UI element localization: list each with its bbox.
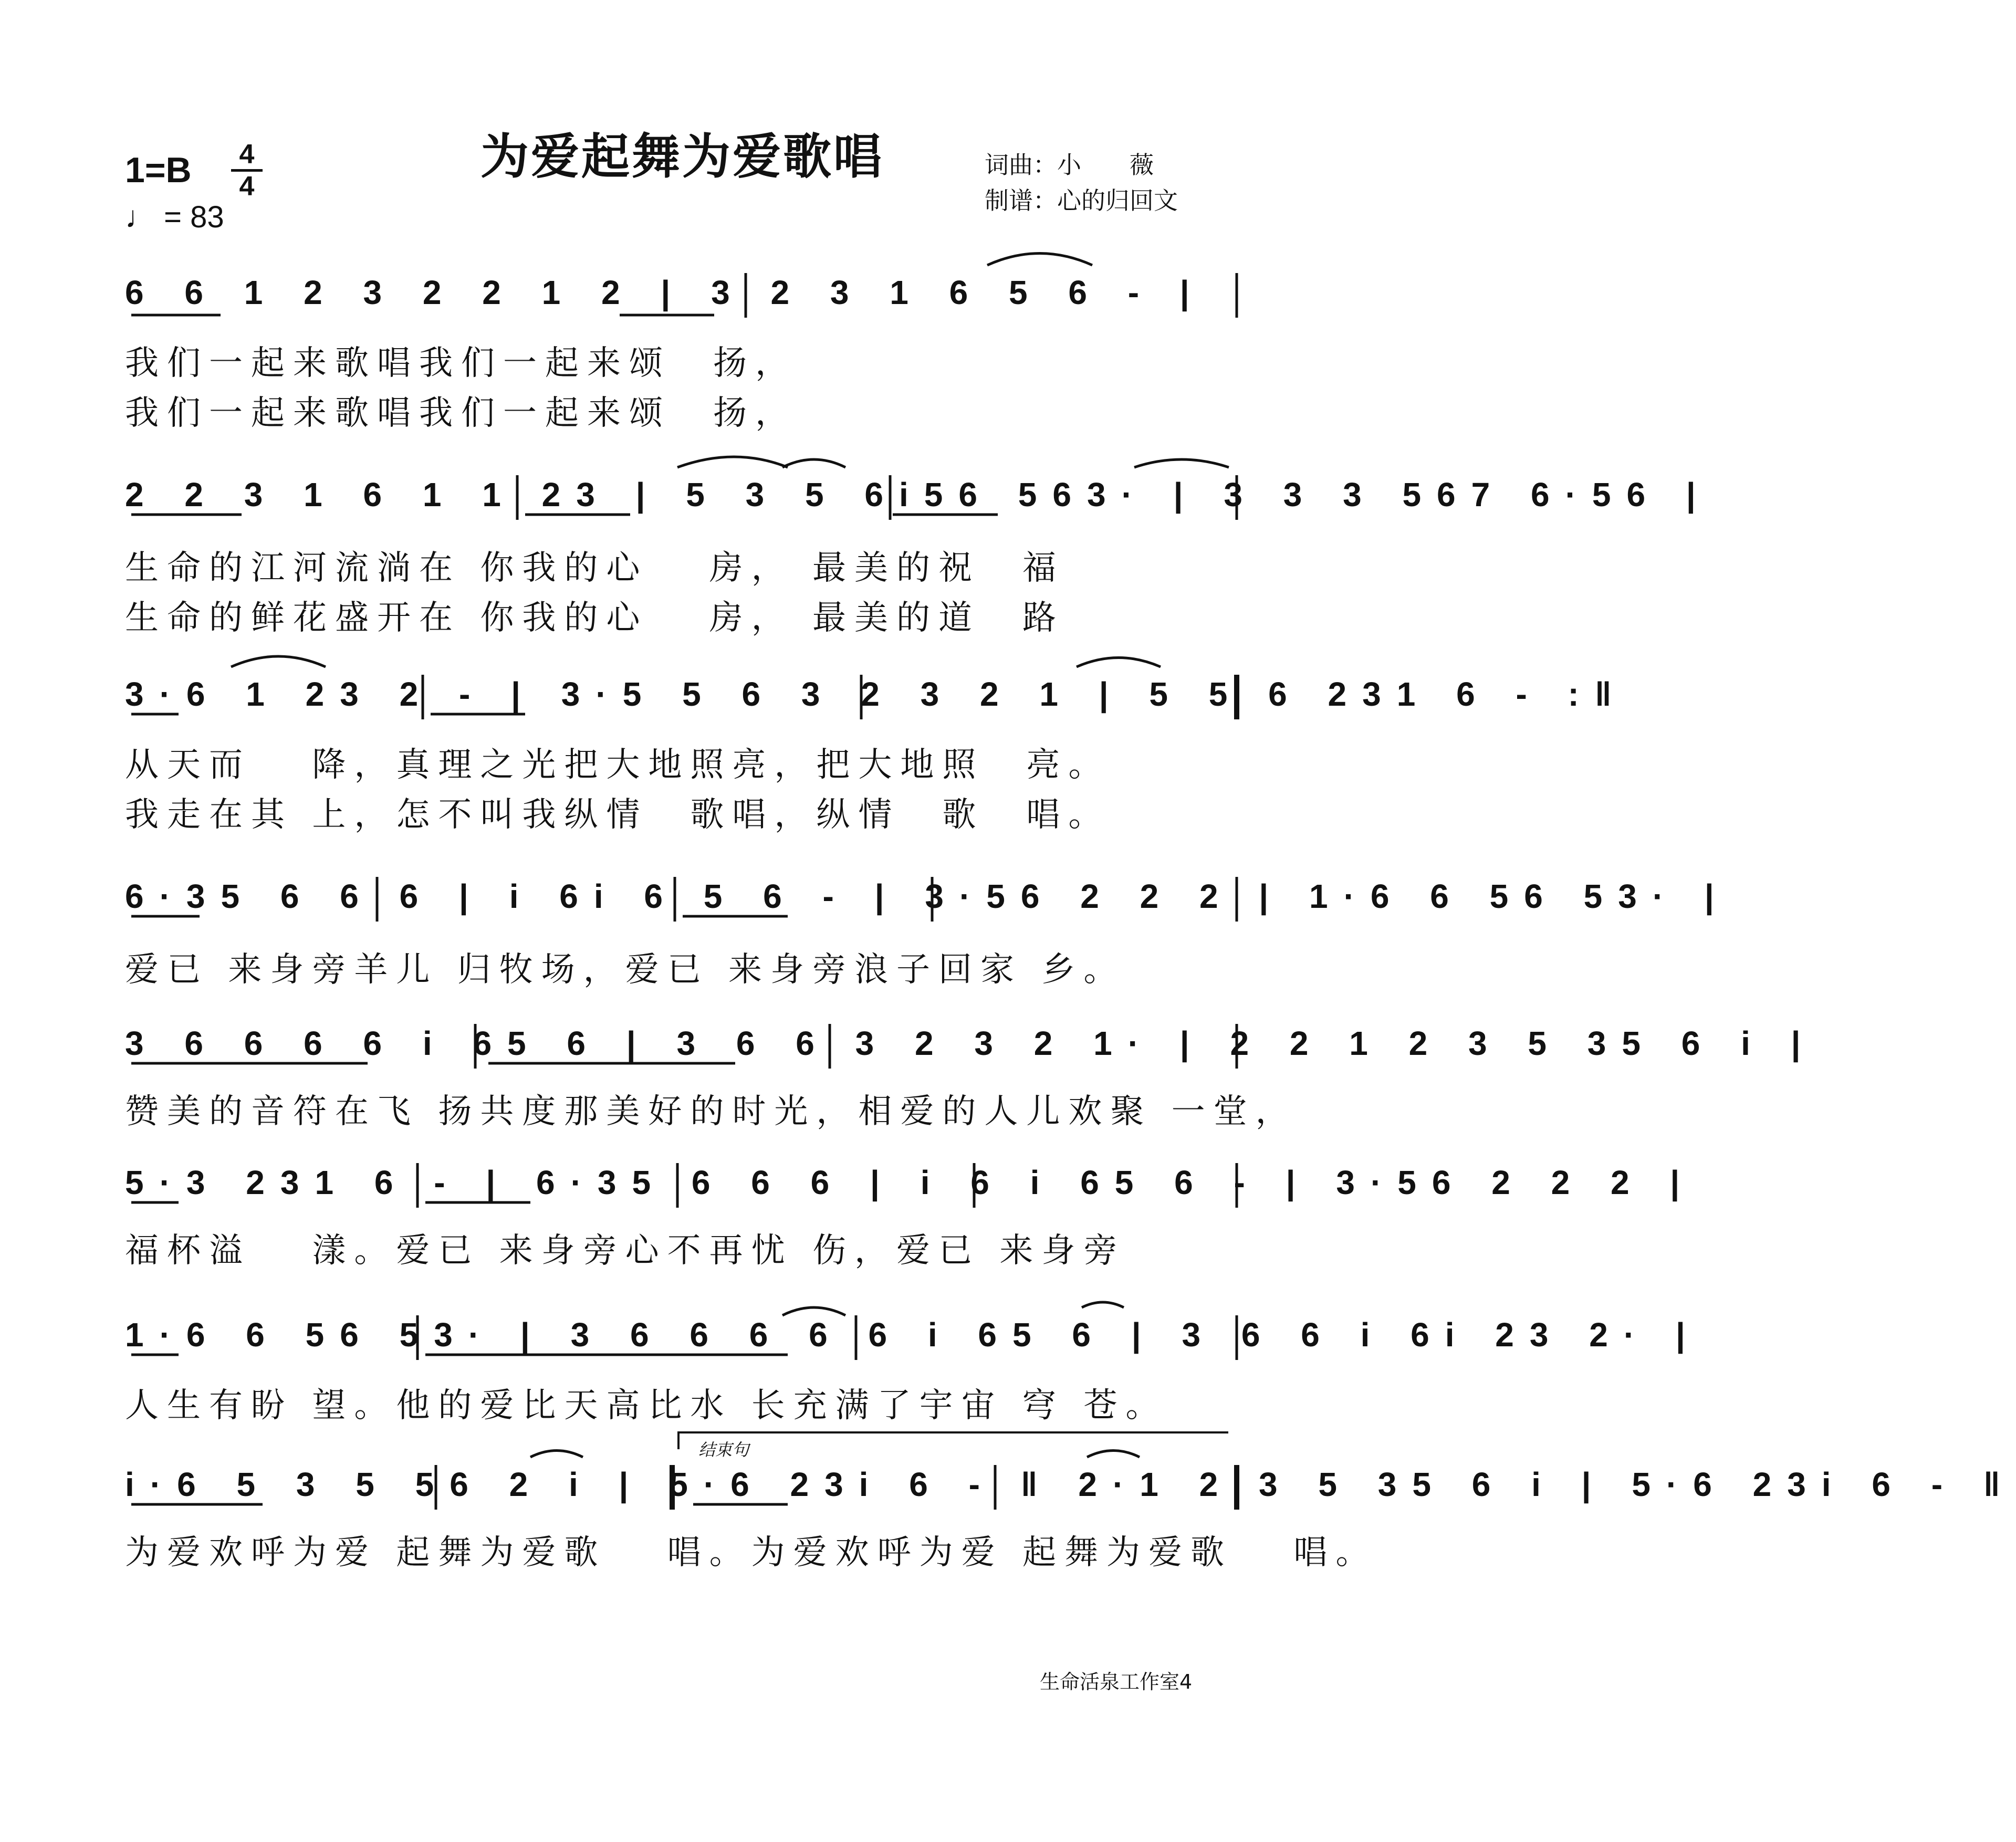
credit-score: 制谱：心的归回文 xyxy=(985,186,1178,215)
slur-arc xyxy=(1077,658,1161,667)
slur-arc xyxy=(1134,459,1229,467)
system-6-lyrics-1: 福杯溢 漾。爱已 来身旁心不再忧 伤，爱已 来身旁 xyxy=(125,1231,1126,1270)
key-signature: 1=B xyxy=(125,150,192,190)
system-2-lyrics-1: 生命的江河流淌在 你我的心 房， 最美的祝 福 xyxy=(125,549,1065,588)
meter-bottom: 4 xyxy=(239,171,255,202)
system-2-notes: 2 2 3 1 6 1 1 23 | 5 3 5 6i56 563· | 3 3 3 567 6·56 | xyxy=(125,476,1711,514)
slur-arc xyxy=(1087,1451,1140,1458)
tempo-value: = 83 xyxy=(164,200,224,234)
system-4-notes: 6·35 6 6 6 | i 6i 6 5 6 - | 3·56 2 2 2 | 1·6 6 56 53· | xyxy=(125,877,1730,915)
system-8-notes: i·6 5 3 5 56 2 i | 5·6 23i 6 - ‖ 2·1 2 3 5 35 6 i | 5·6 23i 6 - ‖ xyxy=(125,1466,2016,1503)
slur-arc xyxy=(530,1451,583,1458)
slur-arc xyxy=(677,457,788,467)
slur-arc xyxy=(987,254,1092,266)
slur-arc xyxy=(782,459,845,467)
system-8-lyrics-1: 为爱欢呼为爱 起舞为爱歌 唱。为爱欢呼为爱 起舞为爱歌 唱。 xyxy=(125,1533,1378,1572)
page-title: 为爱起舞为爱歌唱 xyxy=(480,129,884,185)
quarter-note-icon: ♩ xyxy=(125,200,155,234)
system-7-lyrics-1: 人生有盼 望。他的爱比天高比水 长充满了宇宙 穹 苍。 xyxy=(125,1386,1168,1425)
system-4-lyrics-1: 爱已 来身旁羊儿 归牧场，爱已 来身旁浪子回家 乡。 xyxy=(125,950,1126,989)
meter-top: 4 xyxy=(239,139,255,170)
system-7-notes: 1·6 6 56 53· | 3 6 6 6 6 6 i 65 6 | 3 6 6 i 6i 23 2· | xyxy=(125,1316,1701,1354)
system-3-notes: 3·6 1 23 2 - | 3·5 5 6 3 2 3 2 1 | 5 5 6 231 6 - :‖ xyxy=(125,675,1627,713)
ending-label: 结束句 xyxy=(698,1440,749,1460)
credit-lyrics: 词曲：小 薇 xyxy=(985,151,1154,179)
system-3-lyrics-2: 我走在其 上，怎不叫我纵情 歌唱，纵情 歌 唱。 xyxy=(125,796,1111,834)
system-2-lyrics-2: 生命的鲜花盛开在 你我的心 房， 最美的道 路 xyxy=(125,599,1065,637)
system-6-notes: 5·3 231 6 - | 6·35 6 6 6 | i 6 i 65 6 - | 3·56 2 2 2 | xyxy=(125,1164,1696,1201)
system-5-notes: 3 6 6 6 6 i 65 6 | 3 6 6 3 2 3 2 1· | 2 2 1 2 3 5 35 6 i | xyxy=(125,1024,1816,1062)
system-1-lyrics-2: 我们一起来歌唱我们一起来颂 扬， xyxy=(125,394,797,433)
system-3-lyrics-1: 从天而 降，真理之光把大地照亮，把大地照 亮。 xyxy=(125,746,1111,784)
slur-arc xyxy=(1082,1302,1124,1307)
system-1-lyrics-1: 我们一起来歌唱我们一起来颂 扬， xyxy=(125,344,797,383)
footer-studio: 生命活泉工作室4 xyxy=(1040,1670,1193,1693)
slur-arc xyxy=(231,656,326,667)
system-5-lyrics-1: 赞美的音符在飞 扬共度那美好的时光，相爱的人儿欢聚 一堂， xyxy=(125,1092,1298,1131)
slur-arc xyxy=(782,1307,845,1315)
system-1-notes: 6 6 1 2 3 2 2 1 2 | 3 2 3 1 6 5 6 - | xyxy=(125,274,1205,311)
